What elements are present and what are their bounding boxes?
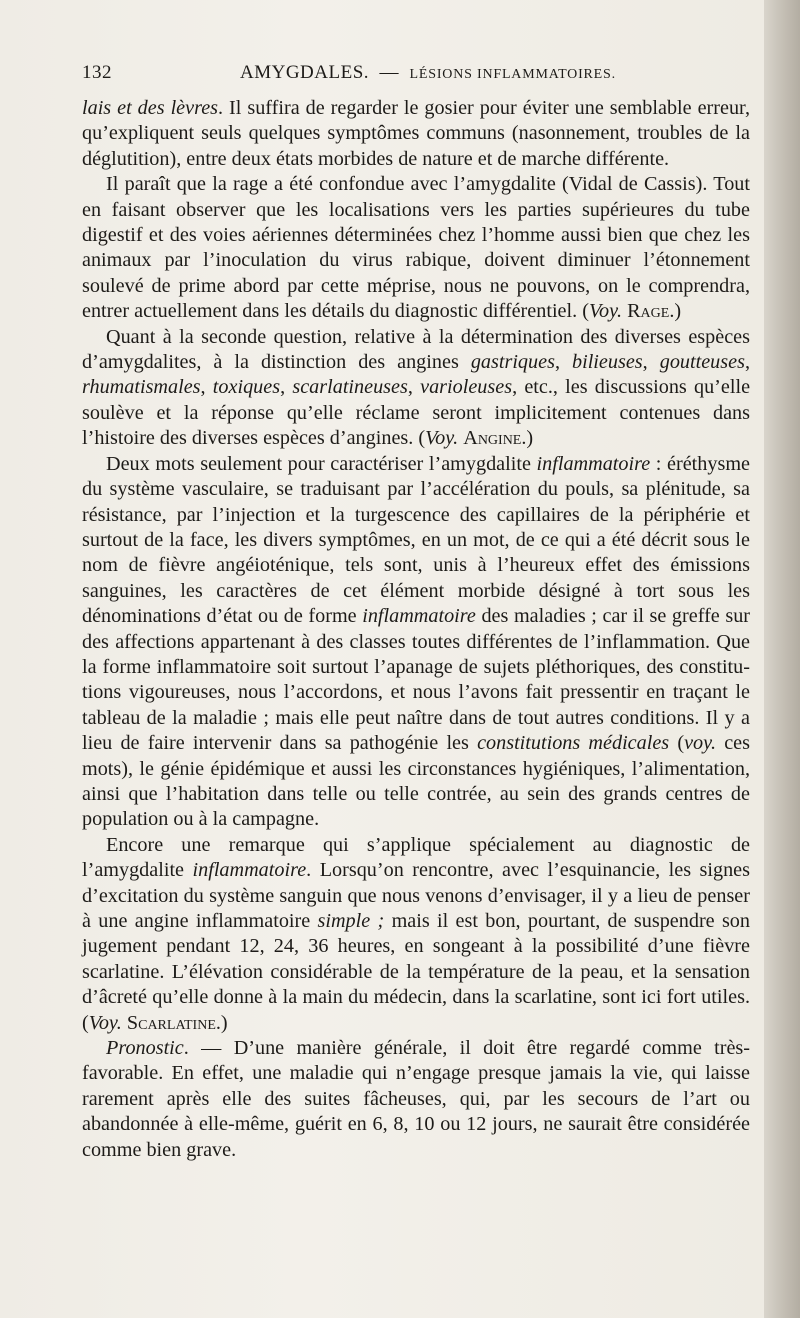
small-caps-run: Scarlatine [126, 1011, 216, 1034]
text-run: . — D’une manière générale, il doit être regardé comme très-favorable. En effet, une maladie qui n’engage presque jamais la vie, qui laisse rarement après elle des suites fâcheuses, qui, par les secours de l’art ou abandonnée à elle-même, guérit en 6, 8, 10 ou 12 jours, ne saurait être considérée comme bien grave. [82, 1037, 750, 1161]
paragraph [82, 452, 750, 833]
italic-run: constitutions médicales [477, 732, 670, 755]
italic-run: varioleuses [420, 376, 513, 399]
italic-run: Voy. [88, 1011, 122, 1034]
text-run: , [554, 351, 572, 374]
text-run: , etc., les discussions qu’elle soulève et la réponse qu’elle réclame seront implicitement contenues dans l’histoire des diverses espèces d’angines. ( [82, 376, 751, 450]
text-run: Il paraît que la rage a été confondue avec l’amygdalite (Vidal de Cassis). Tout en faisant observer que les localisations vers les parties supérieures du tube digestif et des voies aériennes déterminées chez l’homme aussi bien que chez les animaux par l’inoculation du virus rabique, doivent diminuer l’étonnement soulevé de prime abord par cette méprise, nous ne pouvons, on le comprendra, entrer actuellement dans les détails du diagnostic différentiel. ( [82, 173, 750, 323]
running-title-main: AMYGDALES. [240, 62, 370, 83]
running-title-dash: — [379, 62, 400, 83]
body-text [82, 96, 750, 1163]
text-run: , [407, 376, 421, 399]
italic-run: rhumatismales [82, 376, 201, 399]
small-caps-run: Angine [463, 427, 522, 450]
text-run: , [200, 376, 213, 399]
italic-run: inflammatoire [536, 452, 651, 475]
text-run: Quant à la seconde question, relative à la détermination des diverses espèces d’amygdalites, à la distinction des angines [82, 325, 750, 374]
paragraph [82, 96, 750, 172]
paragraph [82, 172, 750, 324]
paragraph [82, 325, 750, 452]
italic-run: lais et des lèvres [82, 97, 219, 119]
text-run: .) [215, 1011, 228, 1034]
italic-run: bilieuses [572, 351, 643, 374]
italic-run: Voy. [425, 427, 459, 450]
paragraph [82, 1036, 750, 1163]
binding-gutter [764, 0, 800, 1318]
text-run: : éréthysme du système vasculaire, se traduisant par l’accélération du pouls, sa plénitude, sa résistance, par l’injection et la turgescence des capillaires de la périphérie et surtout de la face, les divers symptômes, en un mot, de ce qui a été décrit sous le nom de fièvre angéioténique, tels sont, unis à l’heureux effet des émissions sanguines, les caractères de cet élément morbide désigné à tort sous les dénominations d’état ou de forme [82, 452, 750, 628]
page-number: 132 [82, 62, 112, 83]
text-run: Encore une remarque qui s’applique spécialement au diagnostic de l’amygdalite [82, 833, 750, 882]
small-caps-run: Rage [627, 300, 670, 323]
text-run: , [280, 376, 293, 399]
running-title [240, 62, 616, 84]
italic-run: Pronostic [106, 1037, 184, 1060]
italic-run: voy. [684, 732, 717, 755]
text-run: . Lorsqu’on rencontre, avec l’esquinancie, les signes d’excitation du système sanguin que nous venons d’envisager, il y a lieu de penser à une angine inflammatoire [82, 859, 750, 932]
italic-run: inflammatoire [192, 859, 307, 882]
text-run: Deux mots seulement pour caractériser l’amygdalite [106, 452, 537, 475]
italic-run: toxiques [212, 376, 281, 399]
text-run: des maladies ; car il se greffe sur des affections appartenant à des classes toutes différentes de l’inflammation. Que la forme inflammatoire soit surtout l’apanage de sujets pléthoriques, des constitutions vigoureuses, nous l’accordons, et nous l’avons fait pressentir en traçant le tableau de la maladie ; mais elle peut naître dans de tout autres conditions. Il y a lieu de faire intervenir dans sa pathogénie les [82, 605, 751, 755]
paragraph [82, 833, 750, 1036]
italic-run: simple ; [317, 910, 385, 932]
text-run: ( [669, 732, 685, 755]
text-run: , [744, 351, 750, 374]
text-run: ces mots), le génie épidémique et aussi les circonstances hygiéniques, l’alimentation, ainsi que l’habitation dans telle ou telle contrée, au sein des grands centres de population ou à la campagne. [82, 732, 750, 831]
text-run: mais il est bon, pourtant, de suspendre son jugement pendant 12, 24, 36 heures, en songeant à la possibilité d’une fièvre scarlatine. L’élévation considérable de la température de la peau, et la sensation d’âcreté qu’elle donne à la main du médecin, dans la scarlatine, sont ici fort utiles. ( [82, 910, 750, 1034]
text-run: .) [669, 300, 682, 323]
italic-run: scarlatineuses [292, 376, 408, 399]
italic-run: Voy. [588, 300, 623, 323]
running-title-sub: LÉSIONS INFLAMMATOIRES. [409, 67, 616, 82]
text-run: . Il suffira de regarder le gosier pour éviter une semblable erreur, qu’expliquent seuls quelques symptômes communs (nasonnement, troubles de la déglutition), entre deux états morbides de nature et de marche différente. [82, 97, 751, 170]
running-header [82, 62, 750, 90]
italic-run: gastriques [470, 351, 555, 374]
italic-run: goutteuses [659, 351, 745, 374]
italic-run: inflammatoire [362, 605, 476, 628]
text-run: , [642, 351, 660, 374]
text-run: .) [521, 427, 534, 450]
